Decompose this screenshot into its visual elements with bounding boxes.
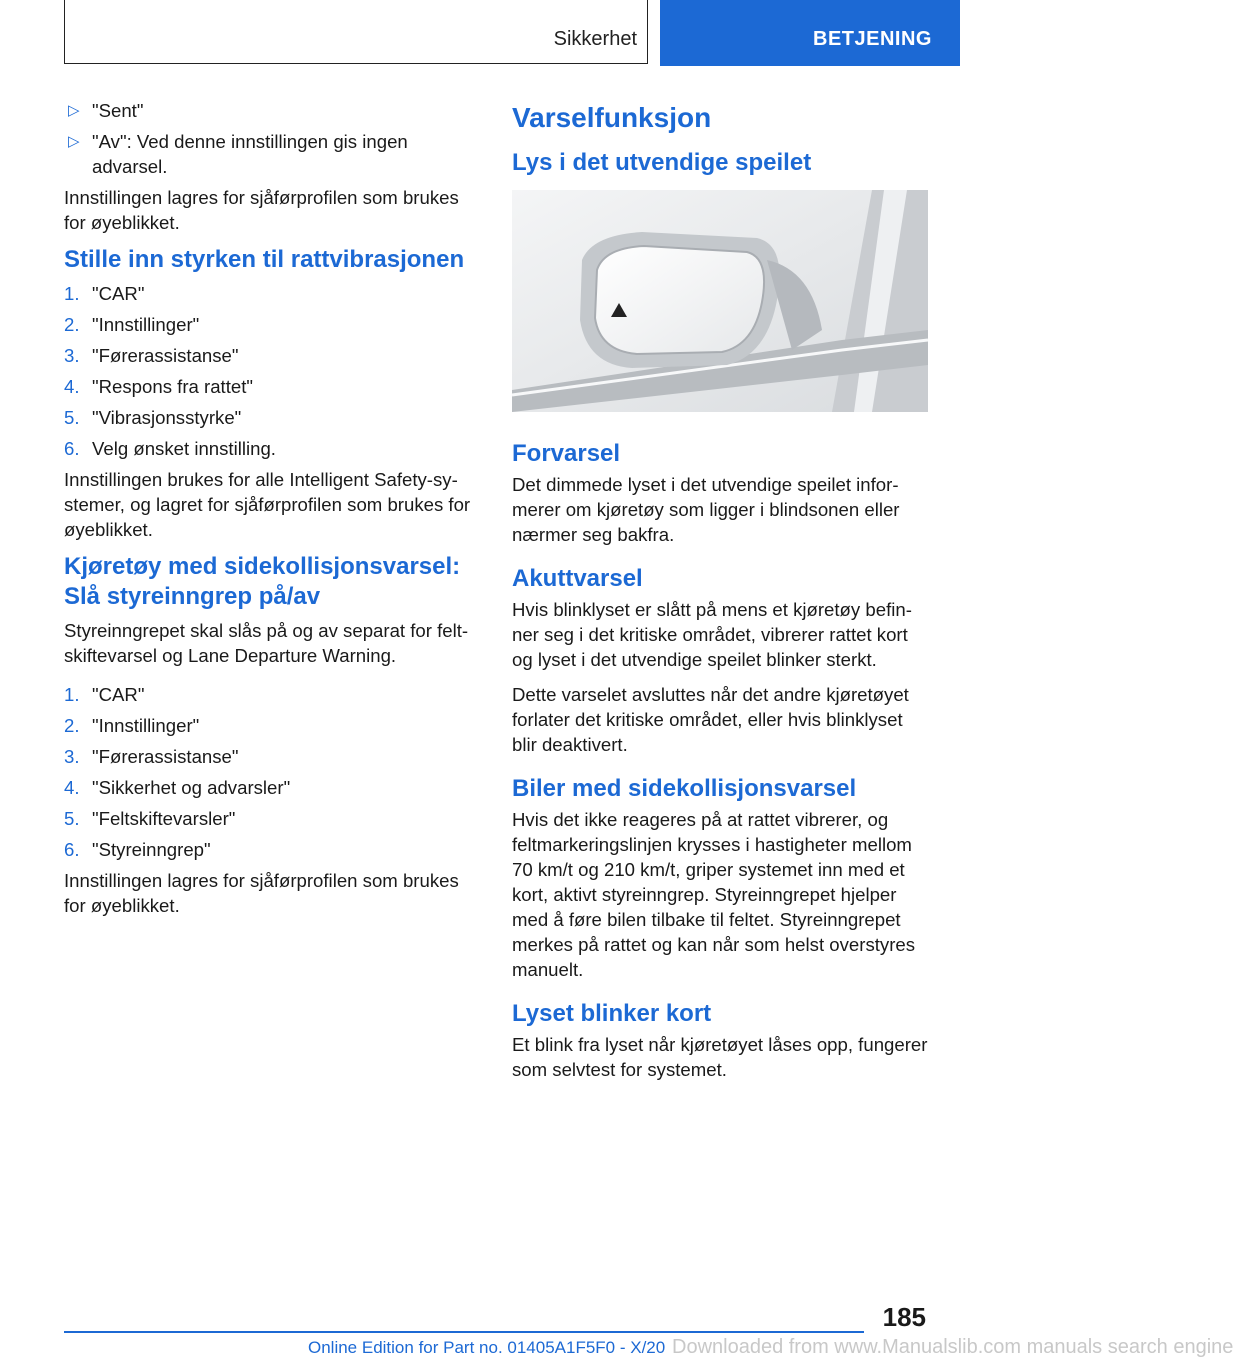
step-number: 4. [64, 777, 80, 798]
header-chapter-tab [660, 0, 960, 66]
step-number: 3. [64, 746, 80, 767]
step-number: 2. [64, 715, 80, 736]
step-number: 2. [64, 314, 80, 335]
header-chapter-title: BETJENING [813, 28, 932, 50]
step-number: 3. [64, 345, 80, 366]
step-number: 5. [64, 808, 80, 829]
header-section-box [64, 0, 648, 64]
main-heading: Varselfunksjon [512, 102, 712, 133]
paragraph: Styreinngrepet skal slås på og av separat for feltskiftevarsel og Lane Departure Warning. [64, 620, 469, 666]
list-item: 5. "Vibrasjonsstyrke" [64, 407, 242, 428]
list-item: 3. "Førerassistanse" [64, 746, 239, 767]
step-number: 5. [64, 407, 80, 428]
paragraph: Hvis blinklyset er slått på mens et kjøretøy befinner seg i det kritiske området, vibrerer rattet kort og lyset i det utvendige speilet blinker sterkt. [512, 599, 912, 670]
subheading: Forvarsel [512, 440, 621, 467]
section-heading: Kjøretøy med sidekollisjonsvarsel: Slå styreinngrep på/av [64, 553, 461, 610]
list-item: 6. "Styreinngrep" [64, 839, 211, 860]
paragraph: Et blink fra lyset når kjøretøyet låses opp, fungerer som selvtest for systemet. [512, 1034, 928, 1080]
list-item: ▷ "Sent" [68, 100, 144, 121]
step-number: 4. [64, 376, 80, 397]
subheading: Lyset blinker kort [512, 1000, 712, 1027]
list-item: 5. "Feltskiftevarsler" [64, 808, 236, 829]
paragraph: Innstillingen lagres for sjåførprofilen som brukes for øyeblikket. [64, 187, 459, 233]
step-number: 1. [64, 283, 80, 304]
header-section-title: Sikkerhet [553, 28, 637, 50]
list-item: 1. "CAR" [64, 684, 145, 705]
paragraph: Dette varselet avsluttes når det andre kjøretøyet forlater det kritiske området, eller hvis blinklyset blir deaktivert. [512, 684, 909, 755]
list-item: 3. "Førerassistanse" [64, 345, 239, 366]
left-column [64, 98, 476, 928]
option-list [64, 98, 476, 179]
paragraph: Hvis det ikke reageres på at rattet vibrerer, og feltmarkeringslinjen krysses i hastigheter mellom 70 km/t og 210 km/t, griper systemet inn med et kort, aktivt styreinngrep. Styreinngrepet hjelper med å føre bilen tilbake til feltet. Styreinngrepet merkes på rattet og kan når som helst overstyres manuelt. [512, 809, 916, 980]
list-item: 1. "CAR" [64, 283, 145, 304]
step-number: 6. [64, 839, 80, 860]
paragraph: Det dimmede lyset i det utvendige speilet informerer om kjøretøy som ligger i blindsonen eller nærmer seg bakfra. [512, 474, 900, 545]
triangle-bullet-icon: ▷ [68, 133, 80, 150]
list-item: 2. "Innstillinger" [64, 314, 200, 335]
side-mirror-illustration [512, 190, 928, 412]
step-number: 6. [64, 438, 80, 459]
triangle-bullet-icon: ▷ [68, 102, 80, 119]
section-heading: Stille inn styrken til rattvibrasjonen [64, 246, 465, 273]
list-item: 4. "Sikkerhet og advarsler" [64, 777, 291, 798]
section-heading: Lys i det utvendige speilet [512, 149, 812, 176]
edition-text: Online Edition for Part no. 01405A1F5F0 - X/20 [308, 1338, 666, 1357]
list-item: 6. Velg ønsket innstilling. [64, 438, 276, 459]
list-item: ▷ "Av": Ved denne innstillingen gis ingen advarsel. [68, 131, 408, 177]
watermark-text: Downloaded from www.Manualslib.com manuals search engine [672, 1336, 1233, 1358]
paragraph: Innstillingen lagres for sjåførprofilen som brukes for øyeblikket. [64, 870, 459, 916]
list-item: 4. "Respons fra rattet" [64, 376, 253, 397]
subheading: Akuttvarsel [512, 565, 643, 592]
step-list [64, 281, 476, 461]
footer-divider [64, 1331, 864, 1333]
paragraph: Innstillingen brukes for alle Intelligent Safety-systemer, og lagret for sjåførprofilen som brukes for øyeblikket. [64, 469, 471, 540]
subheading: Biler med sidekollisjonsvarsel [512, 775, 857, 802]
step-number: 1. [64, 684, 80, 705]
right-column [512, 98, 928, 1092]
list-item: 2. "Innstillinger" [64, 715, 200, 736]
step-list [64, 682, 476, 862]
page-number: 185 [882, 1302, 926, 1332]
